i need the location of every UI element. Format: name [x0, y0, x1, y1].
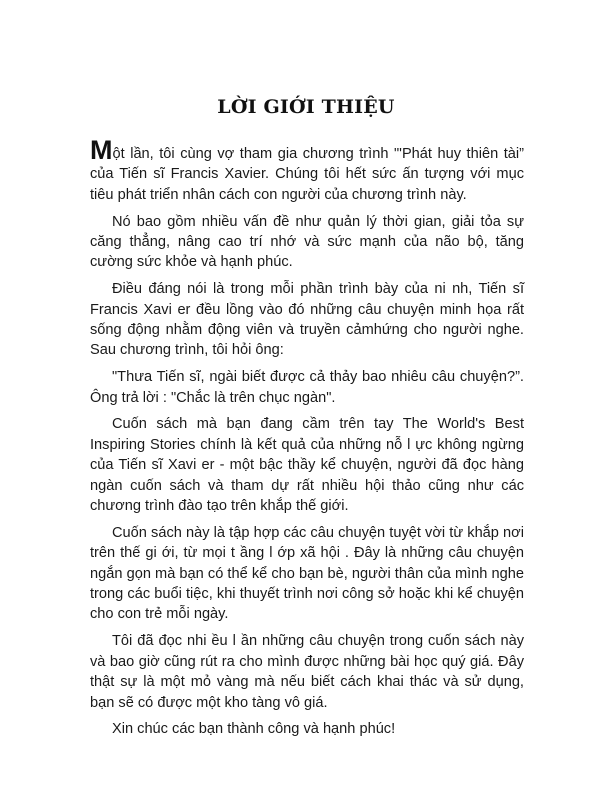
closing-paragraph: Xin chúc các bạn thành công và hạnh phúc! — [112, 721, 396, 738]
page-title: LỜI GIỚI THIỆU — [217, 96, 395, 118]
body-paragraph: Nó bao gồm nhiều vấn đề như quản lý thời gian, giải tỏa sự căng thẳng, nâng cao trí nhớ và sức mạnh của não bộ, tăng cường sức khỏe và hạnh phúc. — [90, 213, 524, 271]
document-body — [90, 135, 524, 746]
body-paragraph: "Thưa Tiến sĩ, ngài biết được cả thảy bao nhiêu câu chuyện?”. Ông trả lời : "Chắc là trên chục ngàn". — [90, 369, 524, 406]
body-paragraph: Điều đáng nói là trong mỗi phần trình bày của ni nh, Tiến sĩ Francis Xavi er đều lồng vào đó những câu chuyện minh họa rất sống động nhằm động viên và truyền cảmhứng cho người nghe. Sau chương trình, tôi hỏi ông: — [90, 281, 524, 359]
body-paragraph: Cuốn sách này là tập hợp các câu chuyện tuyệt vời từ khắp nơi trên thế gi ới, từ mọi t ầng l ớp xã hội . Đây là những câu chuyện ngắn gọn mà bạn có thể kể cho bạn bè, người thân của mình nghe trong các buổi tiệc, khi thuyết trình nơi công sở hoặc khi kể chuyện cho con trẻ mỗi ngày. — [90, 524, 524, 623]
intro-paragraph — [90, 135, 524, 205]
drop-cap: M — [90, 135, 113, 165]
body-paragraph: Cuốn sách mà bạn đang cầm trên tay The World's Best Inspiring Stories chính là kết quả của những nỗ l ực không ngừng của Tiến sĩ Xavi er - một bậc thầy kể chuyện, người đã đọc hàng ngàn cuốn sách và tham dự rất nhiều hội thảo cũng như các chương trình đào tạo trên khắp thế giới. — [90, 416, 524, 515]
body-paragraph: Tôi đã đọc nhi ều l ần những câu chuyện trong cuốn sách này và bao giờ cũng rút ra cho mình được những bài học quý giá. Đây thật sự là một mỏ vàng mà nếu biết cách khai thác và sử dụng, bạn sẽ có được một kho tàng vô giá. — [90, 633, 524, 711]
intro-paragraph-text: ột lần, tôi cùng vợ tham gia chương trình "'Phát huy thiên tài” của Tiến sĩ Francis Xavier. Chúng tôi hết sức ấn tượng với mục tiêu phát triển nhân cách con người của chương trình này. — [90, 146, 524, 203]
